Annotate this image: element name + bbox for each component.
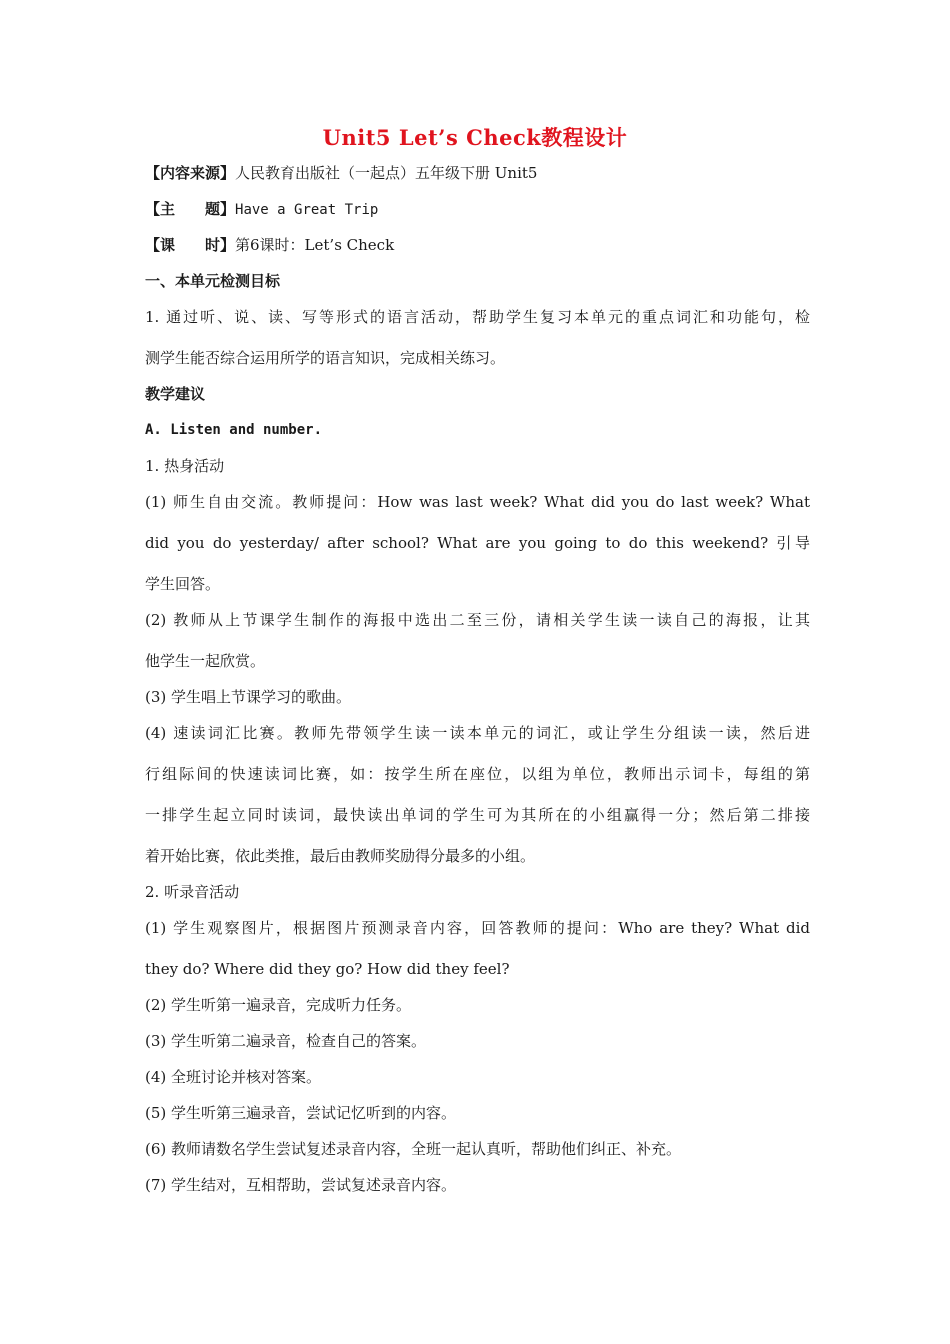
section1-heading: 一、本单元检测目标	[145, 272, 281, 290]
warmup-item-line: did you do yesterday/ after school? What are you going to do this weekend? 引导	[145, 534, 810, 552]
section1-paragraph-line: 1. 通过听、说、读、写等形式的语言活动，帮助学生复习本单元的重点词汇和功能句，检	[145, 308, 810, 326]
section1-paragraph-line: 测学生能否综合运用所学的语言知识，完成相关练习。	[145, 349, 506, 367]
listening-item-line: (3) 学生听第二遍录音，检查自己的答案。	[145, 1032, 427, 1050]
warmup-heading: 1. 热身活动	[145, 457, 225, 475]
warmup-item-line: 一排学生起立同时读词，最快读出单词的学生可为其所在的小组赢得一分；然后第二排接	[145, 806, 810, 824]
listening-item-line: (4) 全班讨论并核对答案。	[145, 1068, 322, 1086]
teaching-heading: 教学建议	[145, 385, 206, 403]
source-label: 【内容来源】	[145, 164, 236, 182]
listening-item-line: (2) 学生听第一遍录音，完成听力任务。	[145, 996, 412, 1014]
listening-item-line: they do? Where did they go? How did they feel?	[145, 960, 510, 978]
meta-topic	[145, 199, 810, 220]
period-value: 第6课时：Let’s Check	[235, 236, 395, 254]
document-title: Unit5 Let’s Check教程设计	[322, 125, 628, 150]
listening-item-line: (6) 教师请数名学生尝试复述录音内容，全班一起认真听，帮助他们纠正、补充。	[145, 1140, 682, 1158]
warmup-item-line: 学生回答。	[145, 575, 221, 593]
listening-item-line: (1) 学生观察图片，根据图片预测录音内容，回答教师的提问：Who are they? What did	[145, 919, 810, 937]
topic-value: Have a Great Trip	[235, 202, 379, 218]
topic-label: 【主 题】	[145, 200, 236, 218]
warmup-item-line: (4) 速读词汇比赛。教师先带领学生读一读本单元的词汇，或让学生分组读一读，然后进	[145, 724, 810, 742]
warmup-item-line: 他学生一起欣赏。	[145, 652, 266, 670]
listening-item-line: (7) 学生结对，互相帮助，尝试复述录音内容。	[145, 1176, 457, 1194]
listening-item-line: (5) 学生听第三遍录音，尝试记忆听到的内容。	[145, 1104, 457, 1122]
warmup-item-line: (1) 师生自由交流。教师提问：How was last week? What did you do last week? What	[145, 493, 810, 511]
meta-period	[145, 235, 810, 255]
source-value: 人民教育出版社（一起点）五年级下册 Unit5	[235, 164, 538, 182]
period-label: 【课 时】	[145, 236, 236, 254]
part-a-heading: A. Listen and number.	[145, 422, 323, 438]
warmup-item-line: (3) 学生唱上节课学习的歌曲。	[145, 688, 352, 706]
warmup-item-line: (2) 教师从上节课学生制作的海报中选出二至三份，请相关学生读一读自己的海报，让其	[145, 611, 810, 629]
listening-heading: 2. 听录音活动	[145, 883, 240, 901]
warmup-item-line: 着开始比赛，依此类推，最后由教师奖励得分最多的小组。	[145, 847, 536, 865]
warmup-item-line: 行组际间的快速读词比赛，如：按学生所在座位，以组为单位，教师出示词卡，每组的第	[145, 765, 810, 783]
meta-source	[145, 163, 810, 183]
